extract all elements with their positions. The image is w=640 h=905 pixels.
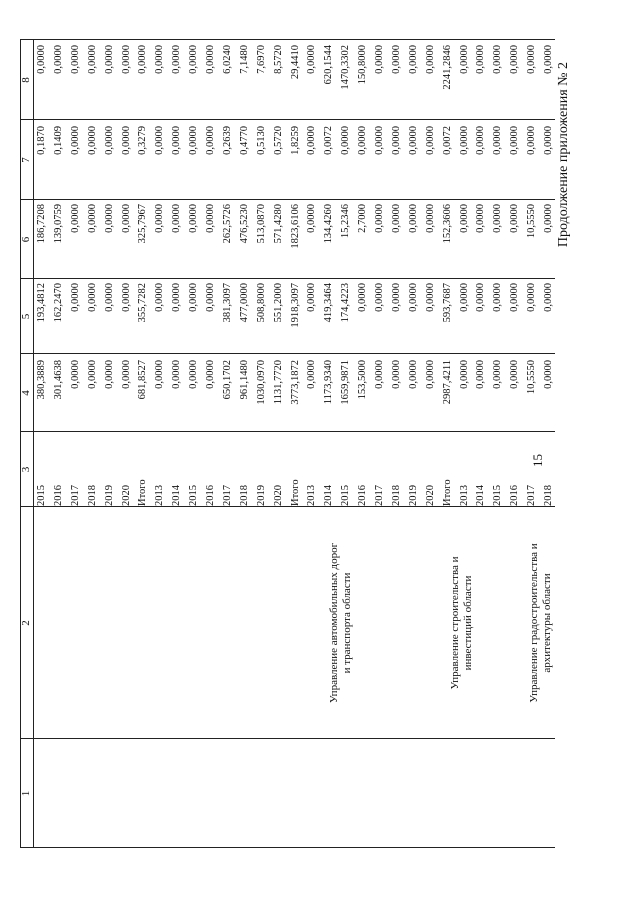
- value-cell-7: 0,0000: [390, 126, 402, 155]
- year-cell: 2013: [458, 485, 470, 506]
- value-cell-6: 152,3606: [441, 204, 453, 244]
- value-cell-4: 0,0000: [103, 360, 115, 389]
- year-cell: 2019: [255, 485, 267, 506]
- value-cell-4: 0,0000: [475, 360, 487, 389]
- value-cell-7: 0,2639: [221, 126, 233, 155]
- value-cell-8: 0,0000: [52, 45, 64, 74]
- column-border: [20, 847, 555, 848]
- value-cell-5: 0,0000: [390, 283, 402, 312]
- value-cell-8: 0,0000: [407, 45, 419, 74]
- data-table: [20, 39, 555, 848]
- year-cell: 2018: [390, 485, 402, 506]
- value-cell-7: 0,1870: [36, 126, 47, 155]
- value-cell-6: 0,0000: [509, 204, 521, 233]
- column-border: [20, 506, 555, 507]
- column-border: [20, 39, 555, 40]
- column-border: [20, 431, 555, 432]
- value-cell-6: 2,7000: [357, 204, 369, 233]
- year-cell: 2018: [543, 485, 554, 506]
- value-cell-8: 7,6970: [255, 45, 267, 74]
- value-cell-5: 551,2000: [272, 283, 284, 323]
- column-number-8: 8: [20, 77, 32, 83]
- value-cell-7: 0,0000: [543, 126, 554, 155]
- value-cell-4: 961,1480: [238, 360, 250, 400]
- page-number: 15: [530, 454, 545, 467]
- value-cell-8: 2241,2846: [441, 45, 453, 90]
- value-cell-4: 0,0000: [407, 360, 419, 389]
- value-cell-5: 0,0000: [120, 283, 132, 312]
- year-cell: 2013: [306, 485, 318, 506]
- value-cell-7: 0,0072: [323, 126, 335, 155]
- year-cell: Итого: [137, 479, 149, 506]
- value-cell-5: 477,0000: [238, 283, 250, 323]
- value-cell-5: 355,7282: [137, 283, 149, 323]
- value-cell-8: 0,0000: [171, 45, 183, 74]
- value-cell-5: 0,0000: [492, 283, 504, 312]
- value-cell-7: 1,8259: [289, 126, 301, 155]
- column-border: [20, 353, 555, 354]
- organization-line: Управление градостроительства и: [528, 543, 540, 703]
- value-cell-7: 0,4770: [238, 126, 250, 155]
- value-cell-6: 0,0000: [69, 204, 81, 233]
- year-cell: 2014: [171, 485, 183, 506]
- value-cell-7: 0,5720: [272, 126, 284, 155]
- value-cell-8: 0,0000: [137, 45, 149, 74]
- year-cell: 2019: [103, 485, 115, 506]
- value-cell-7: 0,0072: [441, 126, 453, 155]
- value-cell-5: 1918,3097: [289, 283, 301, 328]
- year-cell: 2017: [221, 485, 233, 506]
- value-cell-6: 0,0000: [475, 204, 487, 233]
- value-cell-8: 0,0000: [36, 45, 47, 74]
- year-cell: 2016: [509, 485, 521, 506]
- continuation-title: Продолжение приложения № 2: [556, 62, 571, 248]
- value-cell-7: 0,0000: [492, 126, 504, 155]
- column-number-6: 6: [20, 236, 32, 243]
- value-cell-7: 0,0000: [103, 126, 115, 155]
- value-cell-5: 0,0000: [86, 283, 98, 312]
- value-cell-5: 0,0000: [154, 283, 166, 312]
- value-cell-4: 0,0000: [171, 360, 183, 389]
- value-cell-7: 0,0000: [357, 126, 369, 155]
- value-cell-4: 0,0000: [205, 360, 216, 389]
- value-cell-8: 0,0000: [188, 45, 200, 74]
- value-cell-6: 0,0000: [492, 204, 504, 233]
- value-cell-5: 0,0000: [458, 283, 470, 312]
- value-cell-7: 0,0000: [526, 126, 538, 155]
- value-cell-6: 0,0000: [188, 204, 200, 233]
- value-cell-6: 139,0759: [52, 204, 64, 244]
- value-cell-5: 162,2470: [52, 283, 64, 323]
- value-cell-8: 8,5720: [272, 45, 284, 74]
- value-cell-6: 476,5230: [238, 204, 250, 244]
- value-cell-4: 0,0000: [188, 360, 200, 389]
- value-cell-4: 0,0000: [306, 360, 318, 389]
- value-cell-8: 29,4410: [289, 45, 301, 80]
- column-number-2: 2: [20, 620, 32, 626]
- value-cell-5: 419,3464: [323, 283, 335, 323]
- value-cell-8: 0,0000: [120, 45, 132, 74]
- value-cell-7: 0,0000: [424, 126, 436, 155]
- organization-line: инвестиций области: [462, 575, 474, 671]
- organization-label: [328, 508, 354, 738]
- value-cell-8: 0,0000: [306, 45, 318, 74]
- value-cell-7: 0,0000: [154, 126, 166, 155]
- value-cell-4: 0,0000: [120, 360, 132, 389]
- value-cell-5: 0,0000: [543, 283, 554, 312]
- value-cell-4: 0,0000: [154, 360, 166, 389]
- value-cell-4: 3773,1872: [289, 360, 301, 405]
- value-cell-8: 0,0000: [390, 45, 402, 74]
- value-cell-7: 0,0000: [188, 126, 200, 155]
- value-cell-8: 0,0000: [205, 45, 216, 74]
- value-cell-7: 0,0000: [340, 126, 352, 155]
- value-cell-6: 0,0000: [120, 204, 132, 233]
- year-cell: 2018: [238, 485, 250, 506]
- value-cell-5: 508,8000: [255, 283, 267, 323]
- value-cell-8: 6,0240: [221, 45, 233, 74]
- value-cell-5: 0,0000: [205, 283, 216, 312]
- value-cell-7: 0,0000: [69, 126, 81, 155]
- year-cell: 2015: [492, 485, 504, 506]
- value-cell-7: 0,0000: [475, 126, 487, 155]
- year-cell: 2015: [188, 485, 200, 506]
- value-cell-4: 650,1702: [221, 360, 233, 400]
- value-cell-6: 0,0000: [205, 204, 216, 233]
- value-cell-6: 0,0000: [306, 204, 318, 233]
- column-number-7: 7: [20, 157, 32, 163]
- year-cell: 2016: [52, 485, 64, 506]
- value-cell-6: 1823,6106: [289, 204, 301, 249]
- value-cell-7: 0,0000: [120, 126, 132, 155]
- value-cell-8: 0,0000: [458, 45, 470, 74]
- value-cell-8: 0,0000: [492, 45, 504, 74]
- value-cell-7: 0,0000: [171, 126, 183, 155]
- value-cell-6: 262,5726: [221, 204, 233, 244]
- organization-line: и транспорта области: [341, 572, 353, 674]
- value-cell-8: 0,0000: [374, 45, 385, 74]
- column-number-5: 5: [20, 313, 32, 320]
- year-cell: 2019: [407, 485, 419, 506]
- value-cell-6: 0,0000: [154, 204, 166, 233]
- year-cell: Итого: [289, 479, 301, 506]
- year-cell: 2013: [154, 485, 166, 506]
- organization-label: [449, 508, 475, 738]
- value-cell-5: 593,7687: [441, 283, 453, 323]
- value-cell-8: 0,0000: [69, 45, 81, 74]
- value-cell-7: 0,3279: [137, 126, 149, 155]
- value-cell-5: 381,3097: [221, 283, 233, 323]
- year-cell: 2017: [526, 485, 538, 506]
- year-cell: 2017: [69, 485, 81, 506]
- value-cell-6: 0,0000: [390, 204, 402, 233]
- value-cell-5: 0,0000: [171, 283, 183, 312]
- column-number-1: 1: [20, 790, 32, 797]
- value-cell-5: 0,0000: [475, 283, 487, 312]
- value-cell-5: 0,0000: [357, 283, 369, 312]
- value-cell-5: 0,0000: [188, 283, 200, 312]
- value-cell-8: 0,0000: [424, 45, 436, 74]
- value-cell-7: 0,0000: [509, 126, 521, 155]
- value-cell-5: 0,0000: [526, 283, 538, 312]
- column-number-4: 4: [20, 390, 32, 396]
- value-cell-6: 513,0870: [255, 204, 267, 244]
- value-cell-7: 0,0000: [374, 126, 385, 155]
- value-cell-5: 174,4223: [340, 283, 352, 323]
- value-cell-5: 0,0000: [424, 283, 436, 312]
- value-cell-8: 0,0000: [543, 45, 554, 74]
- value-cell-4: 0,0000: [390, 360, 402, 389]
- value-cell-6: 0,0000: [86, 204, 98, 233]
- value-cell-7: 0,0000: [86, 126, 98, 155]
- value-cell-6: 0,0000: [543, 204, 554, 233]
- year-cell: 2015: [340, 485, 352, 506]
- header-row-border: [33, 39, 34, 848]
- value-cell-8: 0,0000: [154, 45, 166, 74]
- column-border: [20, 278, 555, 279]
- value-cell-5: 0,0000: [103, 283, 115, 312]
- value-cell-6: 325,7967: [137, 204, 149, 244]
- value-cell-7: 0,5130: [255, 126, 267, 155]
- value-cell-6: 0,0000: [458, 204, 470, 233]
- value-cell-4: 0,0000: [458, 360, 470, 389]
- value-cell-4: 2987,4211: [441, 360, 453, 405]
- value-cell-6: 0,0000: [374, 204, 385, 233]
- value-cell-5: 0,0000: [374, 283, 385, 312]
- value-cell-4: 0,0000: [492, 360, 504, 389]
- value-cell-8: 0,0000: [509, 45, 521, 74]
- value-cell-4: 301,4638: [52, 360, 64, 400]
- year-cell: 2020: [272, 485, 284, 506]
- value-cell-4: 0,0000: [69, 360, 81, 389]
- organization-line: архитектуры области: [541, 573, 553, 673]
- value-cell-8: 0,0000: [526, 45, 538, 74]
- value-cell-8: 0,0000: [475, 45, 487, 74]
- year-cell: 2020: [120, 485, 132, 506]
- organization-line: Управление автомобильных дорог: [328, 542, 340, 704]
- value-cell-7: 0,0000: [306, 126, 318, 155]
- value-cell-8: 1470,3302: [340, 45, 352, 90]
- value-cell-4: 0,0000: [424, 360, 436, 389]
- column-border: [20, 119, 555, 120]
- value-cell-7: 0,1409: [52, 126, 64, 155]
- organization-label: [528, 508, 554, 738]
- value-cell-6: 0,0000: [171, 204, 183, 233]
- value-cell-5: 193,4812: [36, 283, 47, 323]
- value-cell-4: 1173,9340: [323, 360, 335, 405]
- column-number-3: 3: [20, 466, 32, 473]
- year-cell: 2017: [374, 485, 385, 506]
- value-cell-6: 10,5550: [526, 204, 538, 239]
- value-cell-7: 0,0000: [205, 126, 216, 155]
- column-border: [20, 199, 555, 200]
- column-border: [20, 738, 555, 739]
- value-cell-8: 620,1544: [323, 45, 335, 85]
- value-cell-7: 0,0000: [458, 126, 470, 155]
- value-cell-5: 0,0000: [509, 283, 521, 312]
- year-cell: 2014: [323, 485, 335, 506]
- value-cell-6: 0,0000: [407, 204, 419, 233]
- value-cell-6: 0,0000: [103, 204, 115, 233]
- organization-line: Управление строительства и: [449, 556, 461, 690]
- value-cell-4: 0,0000: [374, 360, 385, 389]
- year-cell: 2018: [86, 485, 98, 506]
- value-cell-4: 10,5550: [526, 360, 538, 395]
- value-cell-5: 0,0000: [306, 283, 318, 312]
- value-cell-6: 134,4260: [323, 204, 335, 244]
- value-cell-5: 0,0000: [69, 283, 81, 312]
- value-cell-8: 0,0000: [86, 45, 98, 74]
- value-cell-4: 681,8527: [137, 360, 149, 400]
- value-cell-4: 0,0000: [509, 360, 521, 389]
- value-cell-8: 7,1480: [238, 45, 250, 74]
- value-cell-5: 0,0000: [407, 283, 419, 312]
- value-cell-4: 153,5000: [357, 360, 369, 400]
- value-cell-4: 380,3889: [36, 360, 47, 400]
- year-cell: 2016: [205, 485, 216, 506]
- value-cell-4: 1659,9871: [340, 360, 352, 405]
- value-cell-6: 186,7208: [36, 204, 47, 244]
- value-cell-6: 0,0000: [424, 204, 436, 233]
- value-cell-6: 15,2346: [340, 204, 352, 239]
- value-cell-4: 0,0000: [86, 360, 98, 389]
- value-cell-4: 1030,0970: [255, 360, 267, 405]
- value-cell-4: 0,0000: [543, 360, 554, 389]
- value-cell-7: 0,0000: [407, 126, 419, 155]
- value-cell-8: 0,0000: [103, 45, 115, 74]
- value-cell-4: 1131,7720: [272, 360, 284, 405]
- value-cell-8: 150,8000: [357, 45, 369, 85]
- year-cell: 2020: [424, 485, 436, 506]
- year-cell: 2015: [36, 485, 47, 506]
- year-cell: 2016: [357, 485, 369, 506]
- year-cell: 2014: [475, 485, 487, 506]
- year-cell: Итого: [441, 479, 453, 506]
- value-cell-6: 571,4280: [272, 204, 284, 244]
